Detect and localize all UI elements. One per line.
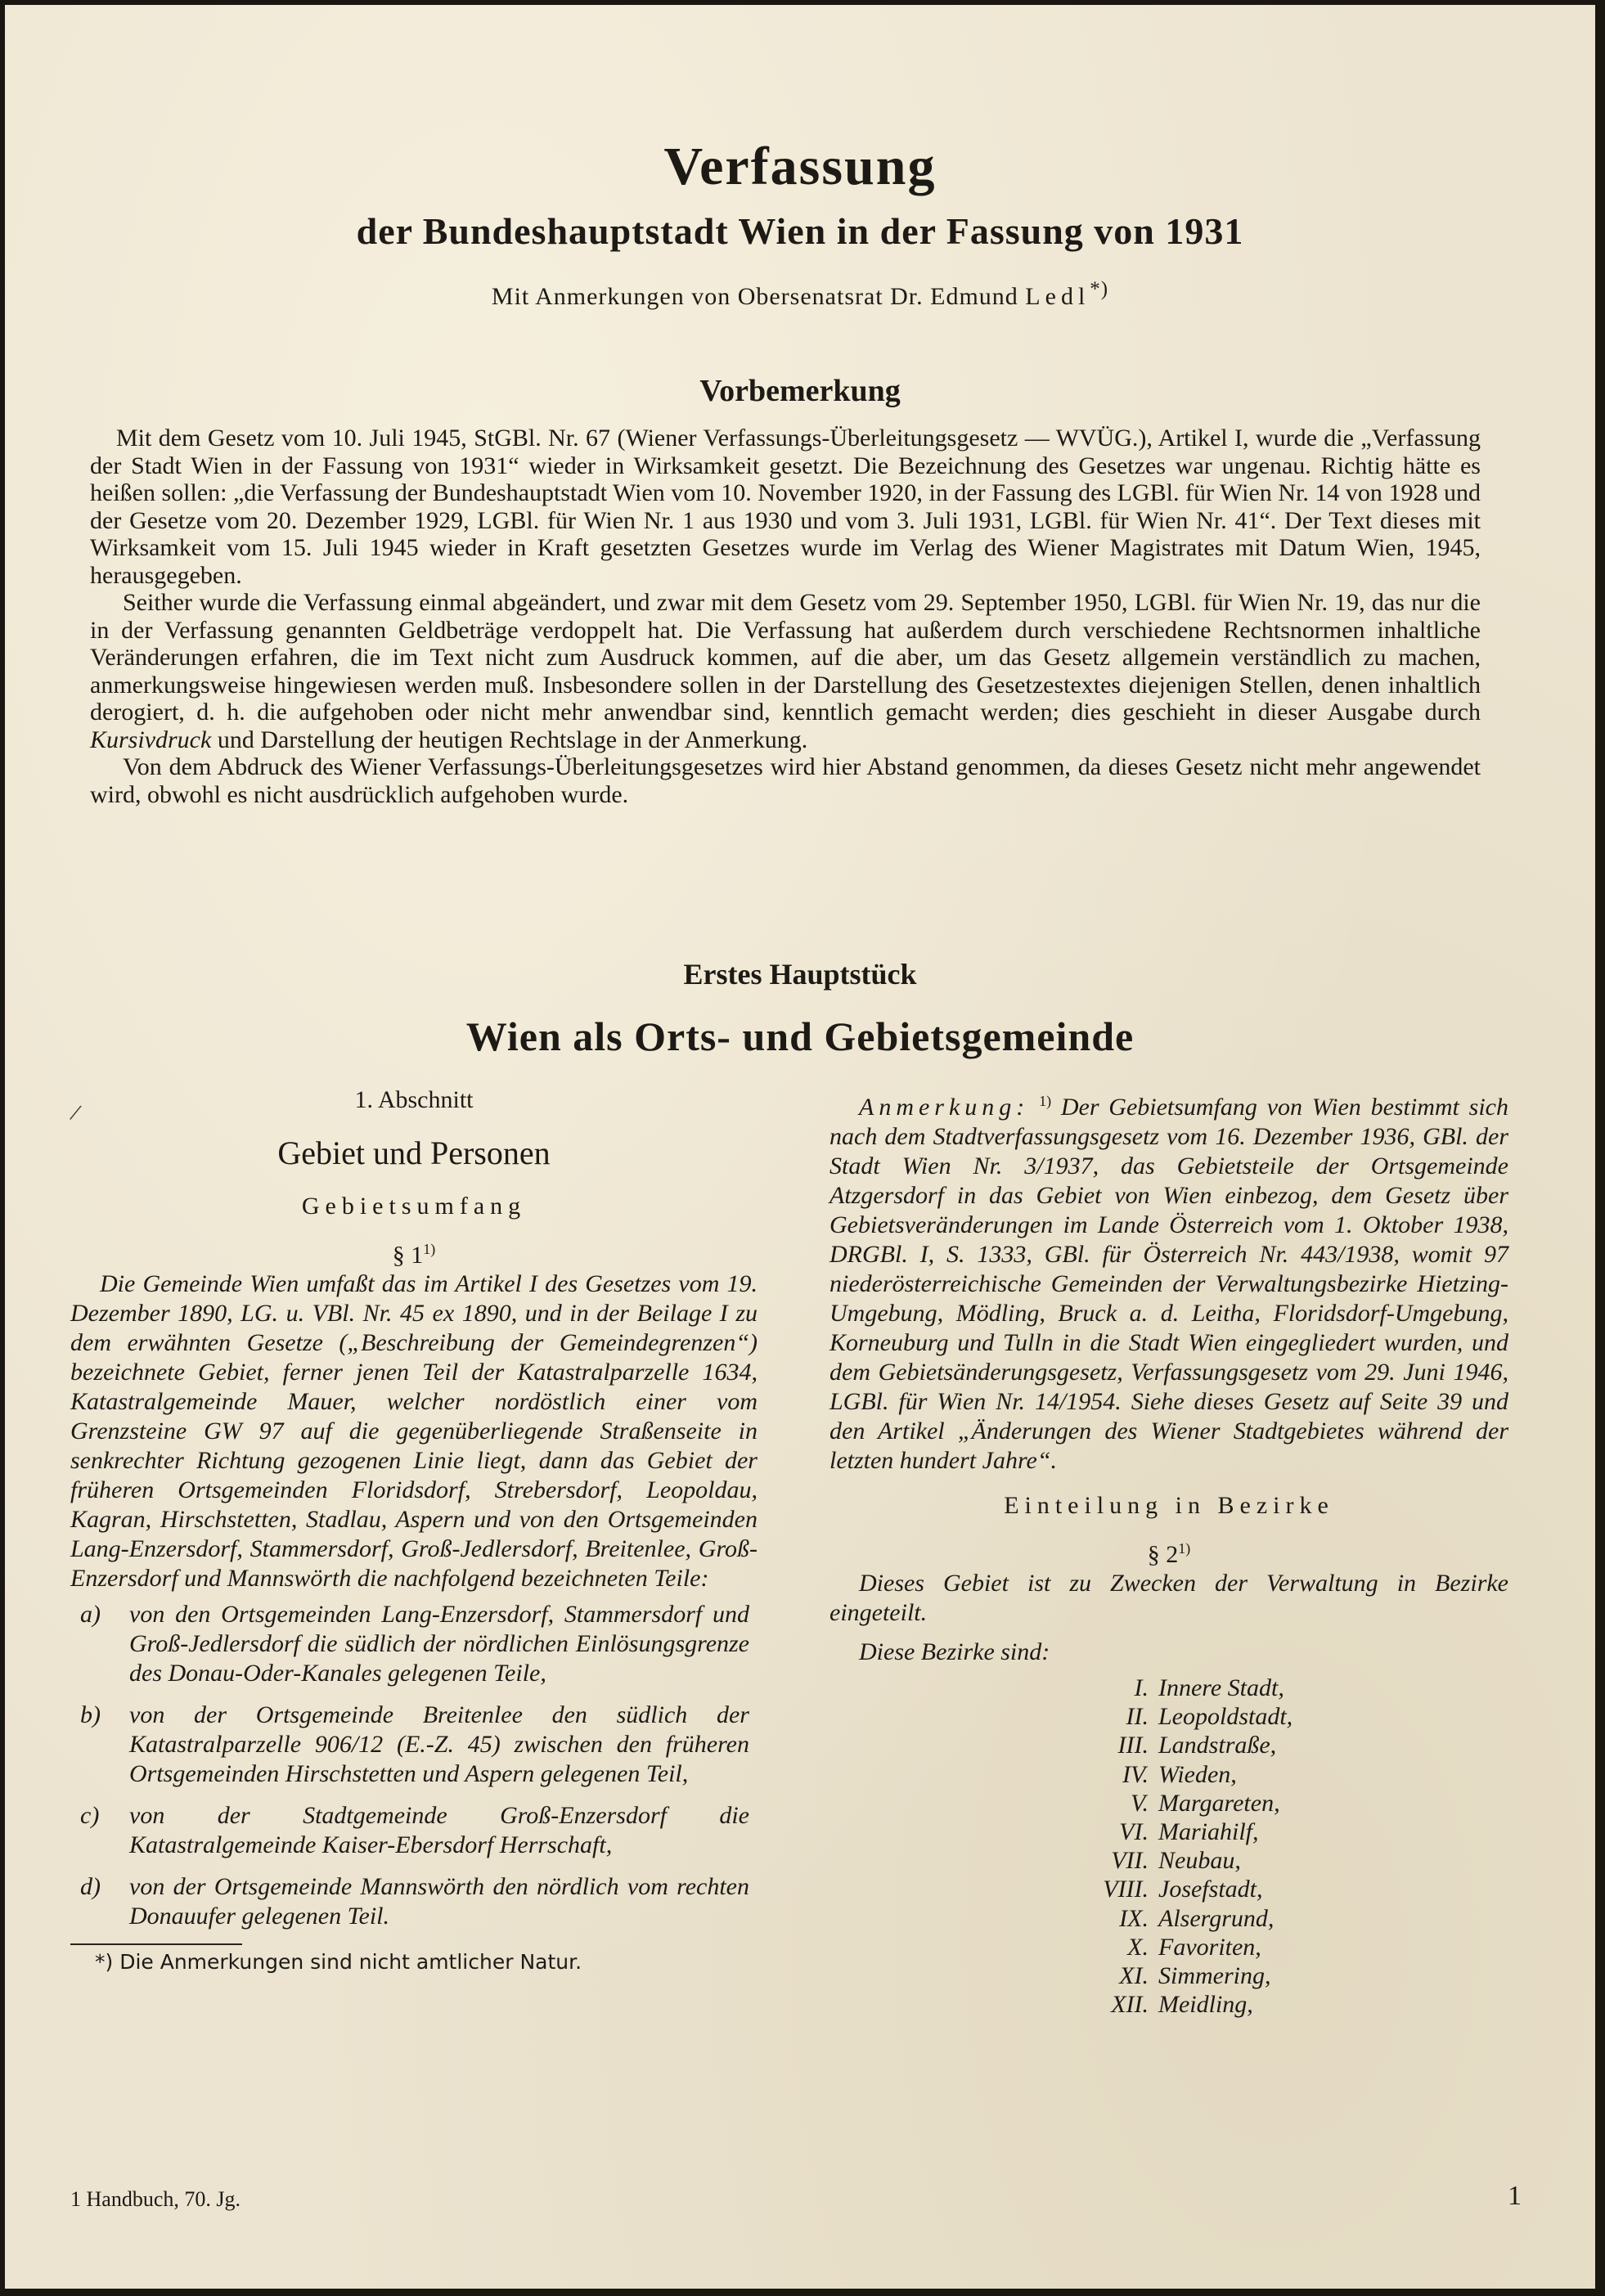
bezirk-item [829,1961,1508,1990]
document-title: Verfassung [663,137,937,196]
bezirk-name: Landstraße, [1158,1732,1277,1759]
bezirk-number: II. [1126,1703,1149,1731]
paragraph-1-symbol: § 1 [392,1242,424,1269]
bezirk-item [829,1933,1508,1961]
footer-signature: 1 Handbuch, 70. Jg. [70,2187,241,2211]
list-item-text: von der Ortsgemeinde Mannswörth den nördlich vom rechten Donauufer gelegenen Teil. [129,1873,749,1930]
bezirke-list-intro: Diese Bezirke sind: [859,1638,1050,1665]
bezirk-number: V. [1131,1789,1149,1817]
intro-paragraph-3: Von dem Abdruck des Wiener Verfassungs-Überleitungsgesetzes wird hier Abstand genommen, da dieses Gesetz nicht mehr angewendet wird, obwohl es nicht ausdrücklich aufgehoben wurde. [90,753,1481,808]
vorbemerkung-text [90,425,1481,808]
page-number: 1 [1508,2181,1522,2211]
bezirk-number: X. [1127,1933,1149,1961]
bezirk-number: VIII. [1103,1876,1149,1903]
list-item [70,1701,758,1789]
list-item [70,1600,758,1688]
author-prefix: Mit Anmerkungen von Obersenatsrat Dr. Edmund [491,283,1018,310]
author-footnote-marker: *) [1090,278,1109,300]
bezirk-name: Simmering, [1158,1962,1271,1990]
paragraph-2-sign [829,1528,1508,1569]
hauptstueck-label: Erstes Hauptstück [683,958,917,991]
author-line [5,278,1595,311]
bezirk-item [829,1731,1508,1759]
margin-pencil-mark: / [67,1099,83,1127]
abschnitt-label: 1. Abschnitt [354,1086,474,1113]
footnote-divider [70,1943,242,1945]
annotation-footnote-ref: 1) [1039,1093,1052,1109]
paragraph-1-sign [70,1229,758,1269]
document-page [5,5,1595,2289]
bezirk-name: Neubau, [1158,1847,1241,1875]
paragraph-1-footnote-ref: 1) [423,1241,436,1257]
bezirk-number: I. [1134,1674,1149,1701]
paragraph-2-symbol: § 2 [1147,1541,1179,1568]
bezirk-name: Innere Stadt, [1158,1674,1284,1701]
intro-paragraph-1: Mit dem Gesetz vom 10. Juli 1945, StGBl. Nr. 67 (Wiener Verfassungs-Überleitungsgesetz — WVÜG.), Artikel I, wurde die „Verfassung der Stadt Wien in der Fassung von 1931“ wieder in Wirksamkeit gesetzt. Die Bezeichnung des Gesetzes war ungenau. Richtig hätte es heißen sollen: „die Verfassung der Bundeshauptstadt Wien vom 10. November 1920, in der Fassung des LGBl. für Wien Nr. 14 von 1928 und der Gesetze vom 20. Dezember 1929, LGBl. für Wien Nr. 1 aus 1930 und vom 3. Juli 1931, LGBl. für Wien Nr. 41“. Der Text dieses mit Wirksamkeit vom 15. Juli 1945 wieder in Kraft gesetzten Gesetzes wurde im Verlag des Wiener Magistrates mit Datum Wien, 1945, herausgegeben. [90,425,1481,589]
author-name: Ledl [1025,283,1090,310]
list-item-text: von den Ortsgemeinden Lang-Enzersdorf, Stammersdorf und Groß-Jedlersdorf die südlich der nördlichen Einlösungsgrenze des Donau-Oder-Kanales gelegenen Teile, [129,1601,749,1687]
list-item-text: von der Ortsgemeinde Breitenlee den südlich der Katastralparzelle 906/12 (E.-Z. 45) zwischen den früheren Ortsgemeinden Hirschstetten und Aspern gelegenen Teil, [129,1701,749,1787]
bezirk-item [829,1702,1508,1731]
bezirk-item [829,1674,1508,1702]
bezirk-item [829,1875,1508,1903]
bezirk-item [829,1789,1508,1817]
footnote-text: *) Die Anmerkungen sind nicht amtlicher Natur. [95,1950,582,1974]
bezirk-name: Mariahilf, [1158,1818,1259,1846]
list-item-label: d) [80,1873,101,1900]
bezirk-name: Josefstadt, [1158,1876,1263,1903]
list-item-text: von der Stadtgemeinde Groß-Enzersdorf die Katastralgemeinde Kaiser-Ebersdorf Herrschaft, [129,1802,749,1858]
bezirk-number: XII. [1111,1991,1149,2019]
bezirk-name: Wieden, [1158,1760,1237,1788]
paragraph-1-text: Die Gemeinde Wien umfaßt das im Artikel I des Gesetzes vom 19. Dezember 1890, LG. u. VBl. Nr. 45 ex 1890, und in der Beilage I zu dem erwähnten Gesetze („Beschreibung der Gemeindegrenzen“) bezeichnete Gebiet, ferner jenen Teil der Katastralparzelle 1634, Katastralgemeinde Mauer, welcher nordöstlich einer vom Grenzsteine GW 97 auf die gegenüberliegende Straßenseite in senkrechter Richtung gezogenen Linie liegt, dann das Gebiet der früheren Ortsgemeinden Floridsdorf, Strebersdorf, Leopoldau, Kagran, Hirschstetten, Stadlau, Aspern und von den Ortsgemeinden Lang-Enzersdorf, Stammersdorf, Groß-Jedlersdorf, Breitenlee, Groß-Enzersdorf und Mannswörth die nachfolgend bezeichneten Teile: [70,1270,758,1592]
intro-italic-term: Kursivdruck [90,726,212,753]
paragraph-2-text: Dieses Gebiet ist zu Zwecken der Verwaltung in Bezirke eingeteilt. [829,1570,1508,1626]
bezirk-number: VI. [1119,1818,1149,1846]
left-column [70,1086,758,1974]
intro-paragraph-2 [90,589,1481,753]
list-item-label: a) [80,1601,101,1628]
bezirk-number: XI. [1119,1962,1149,1990]
intro-paragraph-2-end: und Darstellung der heutigen Rechtslage in der Anmerkung. [217,726,808,753]
vorbemerkung-heading: Vorbemerkung [699,374,901,408]
bezirke-list [829,1674,1508,2019]
annotation-1 [829,1086,1508,1476]
paragraph-2-footnote-ref: 1) [1178,1540,1191,1557]
annotation-text: Der Gebietsumfang von Wien bestimmt sich nach dem Stadtverfassungsgesetz vom 16. Dezember 1936, GBl. der Stadt Wien Nr. 3/1937, das Gebietsteile der Ortsgemeinde Atzgersdorf in das Gebiet von Wien einbezog, dem Gesetz über Gebietsveränderungen im Lande Österreich vom 1. Oktober 1938, DRGBl. I, S. 1333, GBl. für Österreich Nr. 443/1938, womit 97 niederösterreichische Gemeinden der Verwaltungsbezirke Hietzing-Umgebung, Mödling, Bruck a. d. Leitha, Floridsdorf-Umgebung, Korneuburg und Tulln in die Stadt Wien eingegliedert wurden, und dem Gebietsänderungsgesetz, Verfassungsgesetz vom 29. Juni 1946, LGBl. für Wien Nr. 14/1954. Siehe dieses Gesetz auf Seite 39 und den Artikel „Änderungen des Wiener Stadtgebietes während der letzten hundert Jahre“. [829,1094,1509,1474]
bezirk-item [829,1990,1508,2019]
bezirk-name: Leopoldstadt, [1158,1703,1293,1731]
annotation-label: Anmerkung: [859,1094,1030,1121]
intro-paragraph-2-start: Seither wurde die Verfassung einmal abgeändert, und zwar mit dem Gesetz vom 29. September 1950, LGBl. für Wien Nr. 19, das nur die in der Verfassung genannten Geldbeträge verdoppelt hat. Die Verfassung hat außerdem durch verschiedene Rechtsnormen inhaltliche Veränderungen erfahren, die im Text nicht zum Ausdruck kommen, auf die aber, um das Gesetz allgemein verständlich zu machen, anmerkungsweise hingewiesen werden muß. Insbesondere sollen in der Darstellung des Gesetzestextes diejenigen Stellen, denen inhaltlich derogiert, d. h. die aufgehoben oder nicht mehr anwendbar sind, kenntlich gemacht werden; dies geschieht in dieser Ausgabe durch [90,589,1481,726]
bezirk-name: Meidling, [1158,1991,1253,2019]
list-item [70,1872,758,1931]
bezirk-number: III. [1117,1732,1149,1759]
bezirk-number: IX. [1119,1904,1149,1932]
abschnitt-title: Gebiet und Personen [277,1135,551,1171]
bezirk-number: IV. [1122,1760,1149,1788]
list-item-label: b) [80,1701,101,1728]
bezirk-name: Alsergrund, [1158,1904,1275,1932]
document-subtitle: der Bundeshauptstadt Wien in der Fassung von 1931 [356,210,1244,252]
bezirk-item [829,1904,1508,1933]
paragraph-1-item-list [70,1600,758,1931]
hauptstueck-title: Wien als Orts- und Gebietsgemeinde [465,1013,1135,1059]
right-column [829,1086,1508,2019]
list-item-label: c) [80,1802,100,1829]
bezirk-item [829,1846,1508,1875]
bezirk-name: Favoriten, [1158,1933,1261,1961]
bezirk-number: VII. [1111,1847,1149,1875]
bezirk-name: Margareten, [1158,1789,1280,1817]
section-title-bezirke: Einteilung in Bezirke [1004,1492,1334,1519]
bezirk-item [829,1760,1508,1789]
bezirk-item [829,1817,1508,1846]
section-title-gebietsumfang: Gebietsumfang [301,1193,527,1220]
list-item [70,1801,758,1860]
